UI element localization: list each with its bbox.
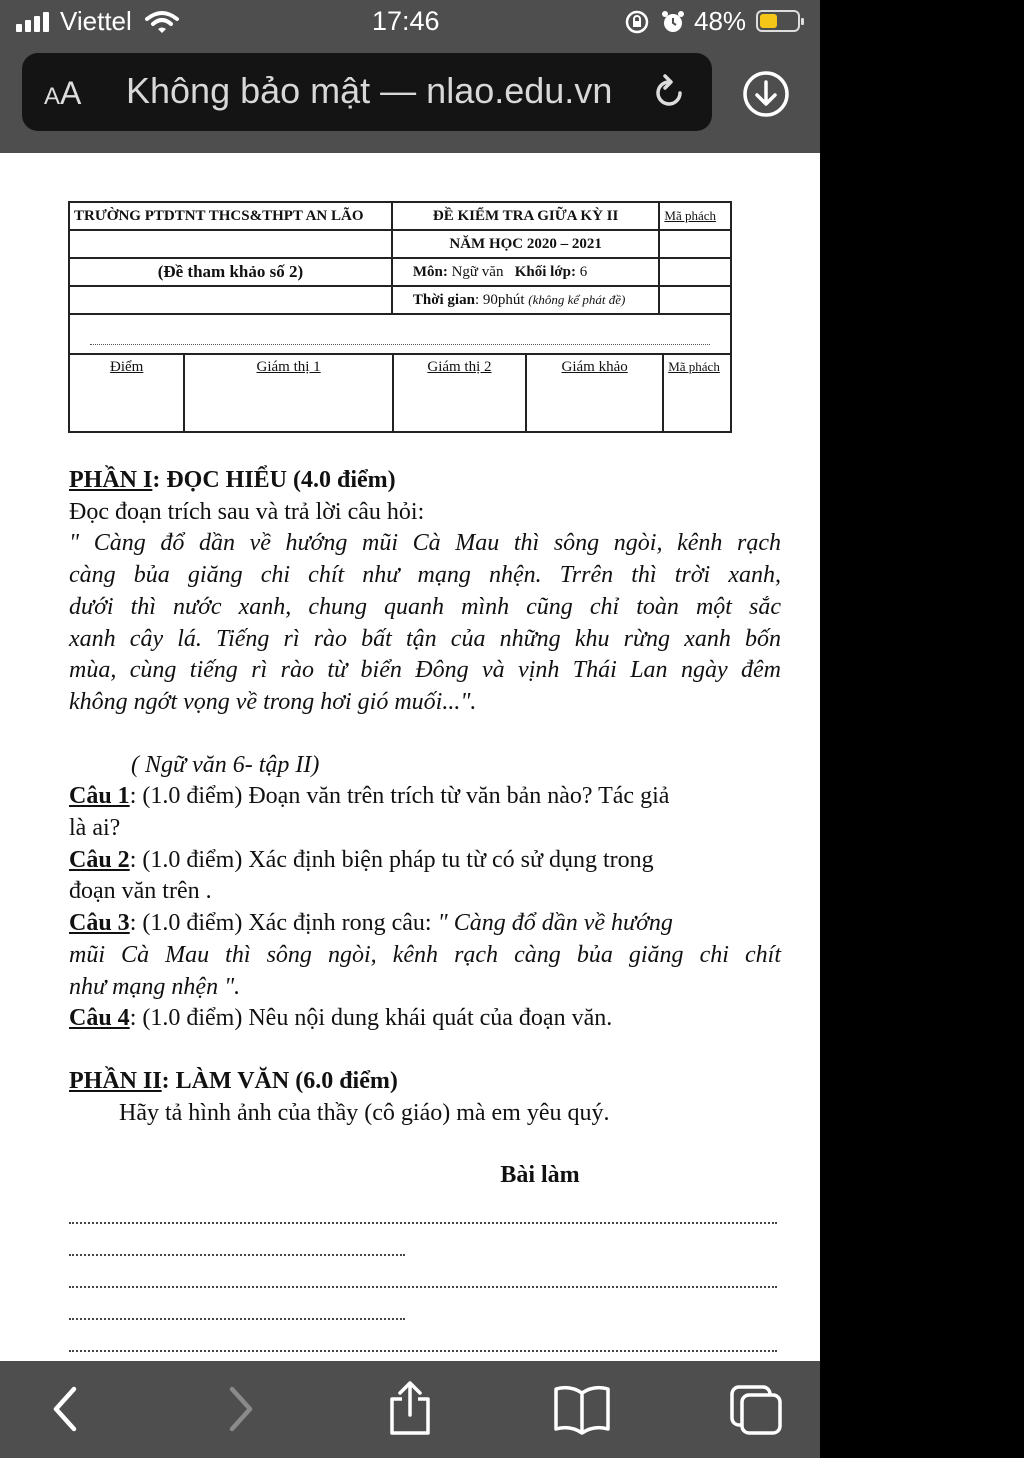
- subject-line: Môn: Ngữ văn Khối lớp: 6: [392, 258, 660, 286]
- download-icon[interactable]: [742, 70, 790, 118]
- signal-icon: [16, 12, 52, 32]
- url-text[interactable]: Không bảo mật — nlao.edu.vn: [126, 70, 613, 111]
- answer-line: [69, 1288, 405, 1320]
- answer-line: [69, 1224, 405, 1256]
- excerpt-line: " Càng đổ dần về hướng mũi Cà Mau thì sông ngòi, kênh rạch: [69, 530, 781, 557]
- bookmarks-icon[interactable]: [552, 1383, 612, 1435]
- battery-level-fill: [760, 14, 777, 28]
- school-year: NĂM HỌC 2020 – 2021: [392, 230, 660, 258]
- tabs-icon[interactable]: [728, 1383, 784, 1437]
- name-dotted-line: [90, 324, 710, 345]
- exam-body: [69, 465, 781, 1352]
- letterbox-right: [820, 0, 1024, 1458]
- back-icon[interactable]: [48, 1383, 84, 1435]
- clock: 17:46: [372, 6, 440, 36]
- excerpt-source: ( Ngữ văn 6- tập II): [131, 751, 320, 778]
- time-line: Thời gian: 90phút (không kể phát đề): [392, 286, 660, 314]
- answer-title: Bài làm: [500, 1162, 580, 1189]
- score-box: Điểm: [69, 354, 184, 432]
- wifi-icon: [145, 10, 179, 34]
- question-1: Câu 1: (1.0 điểm) Đoạn văn trên trích từ văn bản nào? Tác giả: [69, 783, 670, 810]
- examiner-box: Giám khảo: [526, 354, 663, 432]
- excerpt-line: càng bủa giăng chi chít như mạng nhện. Trrên thì trời xanh,: [69, 562, 781, 589]
- share-icon[interactable]: [384, 1379, 436, 1437]
- signature-table: [68, 353, 732, 433]
- excerpt-line: không ngớt vọng về trong hơi gió muối...".: [69, 688, 477, 715]
- text-size-button[interactable]: AA: [44, 75, 82, 111]
- orientation-lock-icon: [624, 9, 650, 35]
- excerpt: [69, 528, 781, 718]
- browser-toolbar: [0, 1361, 820, 1458]
- answer-line: [69, 1320, 777, 1352]
- proctor-1-box: Giám thị 1: [184, 354, 393, 432]
- excerpt-line: dưới thì nước xanh, chung quanh mình cũng chỉ toàn một sắc: [69, 593, 781, 620]
- essay-prompt: Hãy tả hình ảnh của thầy (cô giáo) mà em yêu quý.: [119, 1099, 610, 1126]
- reload-icon[interactable]: [652, 73, 688, 113]
- excerpt-line: mùa, cùng tiếng rì rào từ biển Đông và vịnh Thái Lan ngày đêm: [69, 657, 781, 684]
- question-3-end: như mạng nhện ".: [69, 973, 241, 1000]
- question-1-cont: là ai?: [69, 815, 121, 842]
- name-row-table: [68, 313, 732, 355]
- forward-icon[interactable]: [222, 1383, 258, 1435]
- ma-phach-label: Mã phách: [659, 202, 731, 230]
- exam-title: ĐỀ KIỂM TRA GIỮA KỲ II: [392, 202, 660, 230]
- carrier-name: Viettel: [60, 6, 132, 36]
- answer-line: [69, 1256, 777, 1288]
- question-3: Câu 3: (1.0 điểm) Xác định rong câu: " Càng đổ dần về hướng: [69, 910, 673, 937]
- exam-header-table: [68, 201, 732, 315]
- question-3-cont: mũi Cà Mau thì sông ngòi, kênh rạch càng bủa giăng chi chít: [69, 941, 781, 968]
- address-bar[interactable]: [22, 53, 712, 131]
- school-name: TRƯỜNG PTDTNT THCS&THPT AN LÃO: [69, 202, 392, 230]
- battery-percentage: 48%: [694, 6, 747, 36]
- question-2: Câu 2: (1.0 điểm) Xác định biện pháp tu từ có sử dụng trong: [69, 846, 654, 873]
- ma-phach-box: Mã phách: [663, 354, 731, 432]
- reference-label: (Đề tham khảo số 2): [69, 258, 392, 286]
- question-2-cont: đoạn văn trên .: [69, 878, 212, 905]
- excerpt-line: xanh cây lá. Tiếng rì rào bất tận của những khu rừng xanh bốn: [69, 625, 781, 652]
- part2-heading: PHẦN II: LÀM VĂN (6.0 điểm): [69, 1067, 398, 1094]
- proctor-2-box: Giám thị 2: [393, 354, 526, 432]
- question-4: Câu 4: (1.0 điểm) Nêu nội dung khái quát của đoạn văn.: [69, 1005, 613, 1032]
- alarm-icon: [660, 9, 686, 35]
- exam-document: [0, 153, 820, 1361]
- answer-line: [69, 1192, 777, 1224]
- battery-icon: [756, 10, 800, 32]
- part1-heading: PHẦN I: ĐỌC HIỂU (4.0 điểm): [69, 467, 396, 493]
- part1-instruction: Đọc đoạn trích sau và trả lời câu hỏi:: [69, 498, 425, 525]
- status-bar: [0, 0, 820, 44]
